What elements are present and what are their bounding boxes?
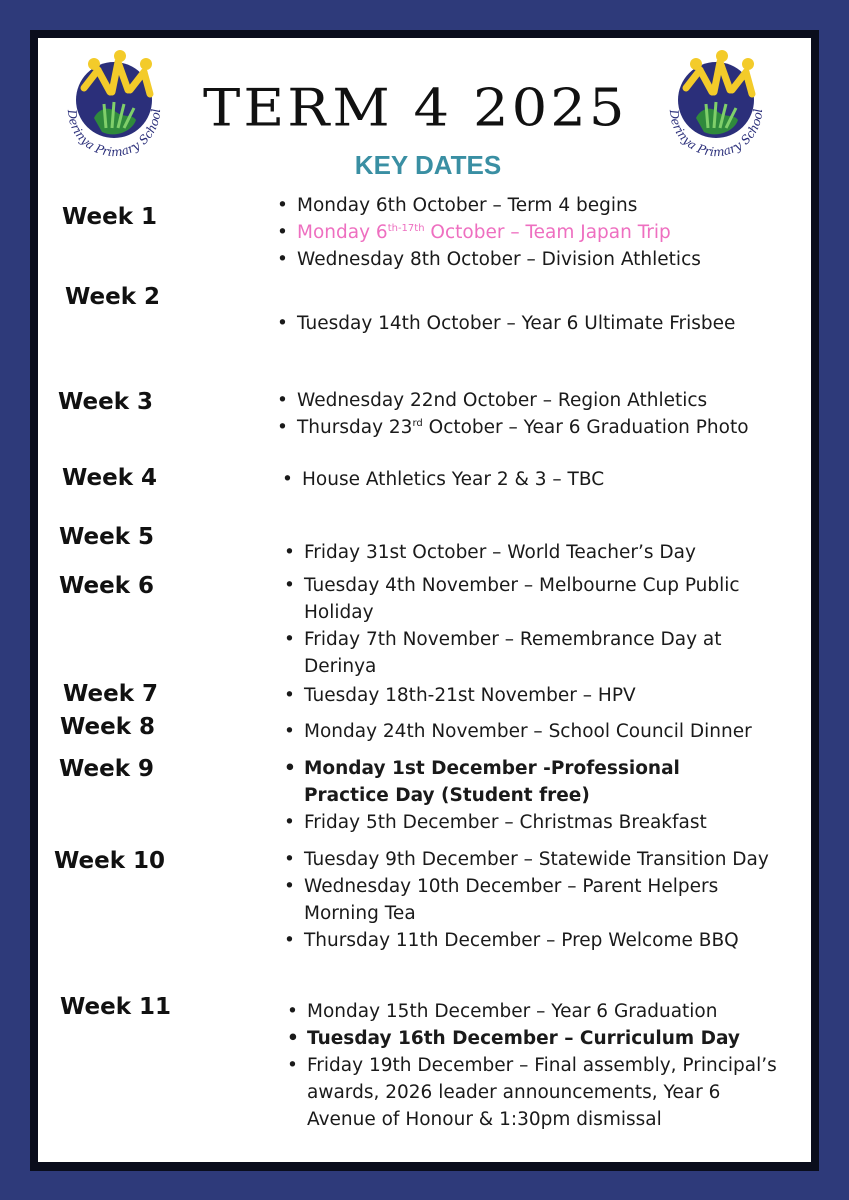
event-text: Wednesday 8th October – Division Athletics [297,249,701,270]
event-text: Friday 19th December – Final assembly, Principal’s awards, 2026 leader announcements, Year 6 Avenue of Honour & 1:30pm dismissal [307,1055,777,1130]
logo-text-left: Derinya Primary School [64,108,164,160]
event-text: Tuesday 18th-21st November – HPV [304,685,636,706]
event-item [282,626,752,680]
poster-page [38,38,811,1162]
key-dates-heading: KEY DATES [354,150,502,180]
event-text: Monday 6th October – Term 4 begins [297,195,638,216]
event-item [285,998,785,1025]
event-text: Wednesday 10th December – Parent Helpers Morning Tea [304,876,719,924]
event-item [275,219,775,246]
event-item [282,873,782,927]
event-text: House Athletics Year 2 & 3 – TBC [302,469,605,490]
event-item [275,414,785,441]
event-text: Tuesday 9th December – Statewide Transition Day [304,849,769,870]
event-list [282,572,752,680]
event-item [275,246,775,273]
event-list [275,310,775,337]
event-item [280,466,780,493]
week-label: Week 6 [59,573,155,599]
event-text: Tuesday 14th October – Year 6 Ultimate Frisbee [297,313,736,334]
event-item [275,192,775,219]
event-text: Thursday 23 [297,417,413,438]
logo-text-right: Derinya Primary School [666,108,766,160]
event-text: Tuesday 16th December – Curriculum Day [307,1028,740,1049]
event-list [275,387,785,441]
event-text: October – Year 6 Graduation Photo [422,417,749,438]
event-list [282,718,782,745]
event-item [282,846,782,873]
week-label: Week 8 [60,714,156,740]
week-label: Week 1 [62,204,158,230]
week-label: Week 3 [58,389,154,415]
event-item [282,572,752,626]
event-item [282,539,782,566]
event-text: Friday 7th November – Remembrance Day at Derinya [304,629,722,677]
school-logo-left [54,48,174,168]
ordinal-suffix: rd [412,417,423,429]
school-logo-right [656,48,776,168]
week-label: Week 10 [54,848,166,874]
event-item [282,718,782,745]
event-text: Monday 1st December -Professional Practice Day (Student free) [304,758,680,806]
event-list [282,539,782,566]
event-item [285,1052,785,1133]
page-title: TERM 4 2025 [203,78,628,139]
event-text: October – Team Japan Trip [424,222,671,243]
event-text: Thursday 11th December – Prep Welcome BBQ [304,930,739,951]
event-list [285,998,785,1133]
event-item [282,755,752,809]
week-label: Week 7 [63,681,159,707]
event-list [275,192,775,273]
event-item [275,310,775,337]
event-text: Monday 6 [297,222,388,243]
event-item [275,387,785,414]
event-text: Monday 15th December – Year 6 Graduation [307,1001,718,1022]
week-label: Week 2 [65,284,161,310]
week-label: Week 5 [59,524,155,550]
event-list [282,755,752,836]
event-text: Tuesday 4th November – Melbourne Cup Public Holiday [304,575,740,623]
week-label: Week 11 [60,994,172,1020]
event-text: Friday 31st October – World Teacher’s Day [304,542,696,563]
event-item [282,682,782,709]
week-label: Week 9 [59,756,155,782]
event-list [282,846,782,954]
week-label: Week 4 [62,465,158,491]
event-text: Monday 24th November – School Council Dinner [304,721,752,742]
event-list [282,682,782,709]
ordinal-suffix: th-17th [387,222,425,234]
event-item [285,1025,785,1052]
event-item [282,809,752,836]
event-text: Friday 5th December – Christmas Breakfast [304,812,707,833]
event-text: Wednesday 22nd October – Region Athletics [297,390,708,411]
event-item [282,927,782,954]
event-list [280,466,780,493]
